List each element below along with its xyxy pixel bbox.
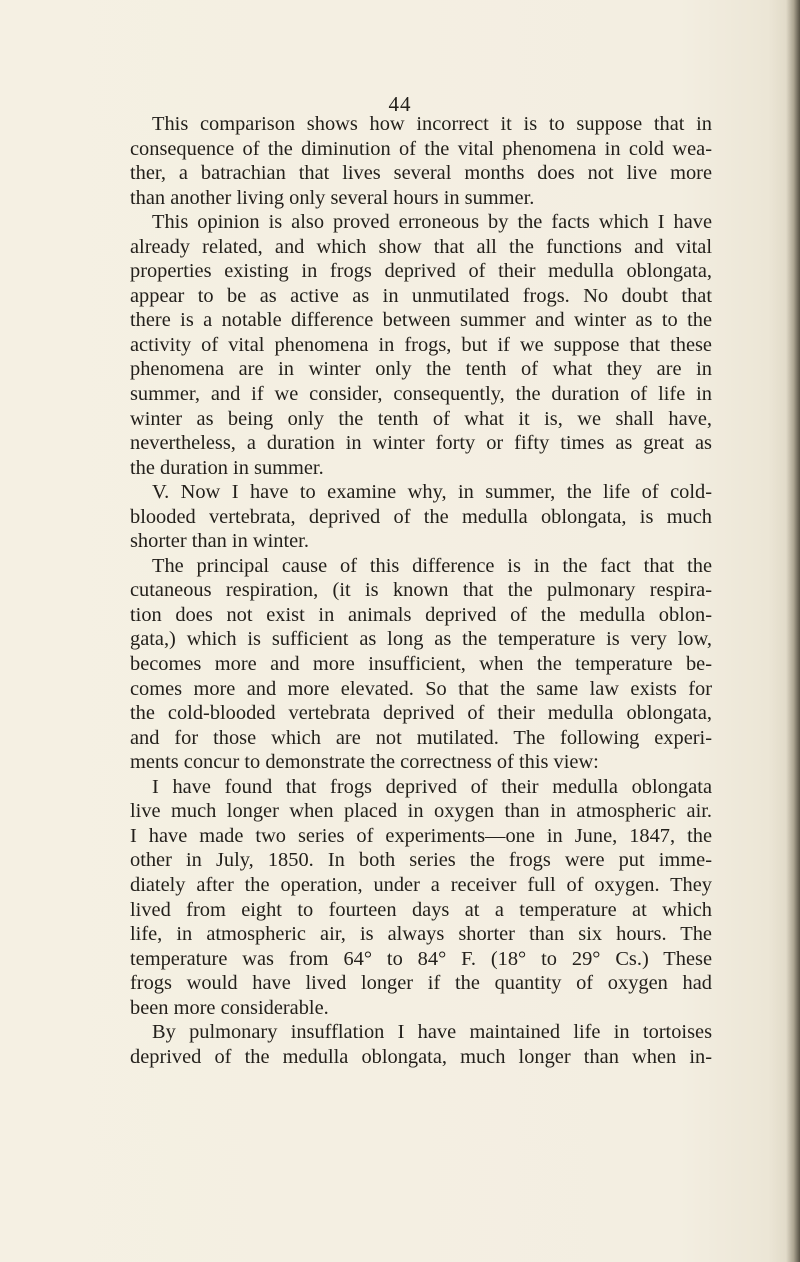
text-line: activity of vital phenomena in frogs, but if we suppose that these (130, 333, 712, 356)
text-line: live much longer when placed in oxygen than in atmospheric air. (130, 800, 712, 823)
text-line: shorter than in winter. (130, 530, 309, 553)
text-line: than another living only several hours in summer. (130, 186, 535, 209)
text-line: the cold-blooded vertebrata deprived of their medulla oblongata, (130, 702, 712, 725)
text-line: tion does not exist in animals deprived of the medulla oblon- (130, 603, 712, 626)
text-line: other in July, 1850. In both series the frogs were put imme- (130, 849, 712, 872)
text-line: becomes more and more insufficient, when the temperature be- (130, 653, 712, 676)
text-line: summer, and if we consider, consequently, the duration of life in (130, 383, 712, 406)
text-line: This opinion is also proved erroneous by the facts which I have (152, 211, 712, 234)
text-line: gata,) which is sufficient as long as the temperature is very low, (130, 628, 712, 651)
text-line: consequence of the diminution of the vital phenomena in cold wea- (130, 137, 712, 160)
text-line: The principal cause of this difference is in the fact that the (152, 554, 712, 577)
text-line: ments concur to demonstrate the correctness of this view: (130, 751, 599, 774)
text-line: diately after the operation, under a receiver full of oxygen. They (130, 873, 712, 896)
page-edge-shadow (786, 0, 800, 1262)
text-line: I have made two series of experiments—one in June, 1847, the (130, 824, 712, 847)
body-text (130, 112, 712, 1069)
page-number: 44 (388, 92, 412, 116)
text-line: ther, a batrachian that lives several months does not live more (130, 162, 712, 185)
text-line: blooded vertebrata, deprived of the medulla oblongata, is much (130, 505, 712, 528)
text-line: properties existing in frogs deprived of their medulla oblongata, (130, 260, 712, 283)
text-line: there is a notable difference between summer and winter as to the (130, 309, 712, 332)
text-line: appear to be as active as in unmutilated frogs. No doubt that (130, 284, 712, 307)
text-line: deprived of the medulla oblongata, much longer than when in- (130, 1045, 712, 1068)
text-line: comes more and more elevated. So that the same law exists for (130, 677, 712, 700)
text-line: already related, and which show that all the functions and vital (130, 235, 712, 258)
text-line: This comparison shows how incorrect it is to suppose that in (152, 113, 712, 135)
text-line: I have found that frogs deprived of their medulla oblongata (152, 775, 712, 798)
text-line: life, in atmospheric air, is always shorter than six hours. The (130, 923, 712, 946)
text-line: winter as being only the tenth of what it is, we shall have, (130, 407, 712, 430)
text-line: cutaneous respiration, (it is known that the pulmonary respira- (130, 579, 712, 602)
text-line: temperature was from 64° to 84° F. (18° to 29° Cs.) These (130, 947, 712, 970)
text-line: frogs would have lived longer if the quantity of oxygen had (130, 972, 712, 995)
text-line: V. Now I have to examine why, in summer, the life of cold- (152, 481, 712, 504)
text-line: and for those which are not mutilated. The following experi- (130, 726, 712, 749)
text-line: lived from eight to fourteen days at a temperature at which (130, 898, 712, 921)
text-line: the duration in summer. (130, 456, 324, 479)
text-line: been more considerable. (130, 996, 329, 1019)
text-line: By pulmonary insufflation I have maintained life in tortoises (152, 1021, 712, 1044)
text-line: phenomena are in winter only the tenth of what they are in (130, 358, 712, 381)
text-line: nevertheless, a duration in winter forty or fifty times as great as (130, 432, 712, 455)
